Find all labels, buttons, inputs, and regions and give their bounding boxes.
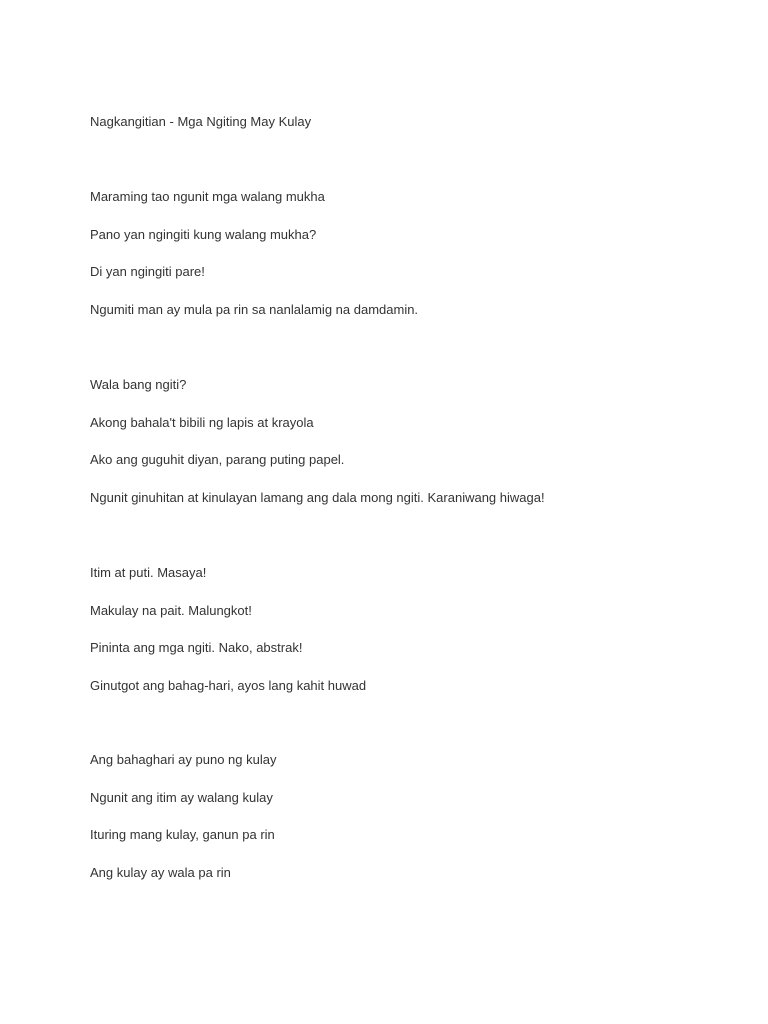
poem-stanza-3 <box>90 564 366 694</box>
poem-line: Ituring mang kulay, ganun pa rin <box>90 827 275 843</box>
poem-line: Maraming tao ngunit mga walang mukha <box>90 189 325 204</box>
document-title: Nagkangitian - Mga Ngiting May Kulay <box>90 114 312 129</box>
poem-line: Pininta ang mga ngiti. Nako, abstrak! <box>90 640 303 656</box>
poem-stanza-1 <box>90 188 418 318</box>
poem-line: Ang bahaghari ay puno ng kulay <box>90 752 277 767</box>
poem-line: Akong bahala't bibili ng lapis at krayola <box>90 414 314 430</box>
poem-line: Ngumiti man ay mula pa rin sa nanlalamig na damdamin. <box>90 301 419 317</box>
poem-line: Ngunit ang itim ay walang kulay <box>90 789 273 805</box>
poem-line: Ngunit ginuhitan at kinulayan lamang ang dala mong ngiti. Karaniwang hiwaga! <box>90 489 545 505</box>
poem-line: Ang kulay ay wala pa rin <box>90 864 231 880</box>
poem-line: Itim at puti. Masaya! <box>90 565 207 580</box>
poem-line: Pano yan ngingiti kung walang mukha? <box>90 226 317 242</box>
poem-line: Ginutgot ang bahag-hari, ayos lang kahit huwad <box>90 677 367 693</box>
poem-line: Di yan ngingiti pare! <box>90 264 205 280</box>
poem-line: Makulay na pait. Malungkot! <box>90 602 252 618</box>
poem-line: Wala bang ngiti? <box>90 377 187 392</box>
poem-stanza-2 <box>90 376 545 506</box>
poem-stanza-4 <box>90 751 276 881</box>
poem-line: Ako ang guguhit diyan, parang puting papel. <box>90 452 345 468</box>
